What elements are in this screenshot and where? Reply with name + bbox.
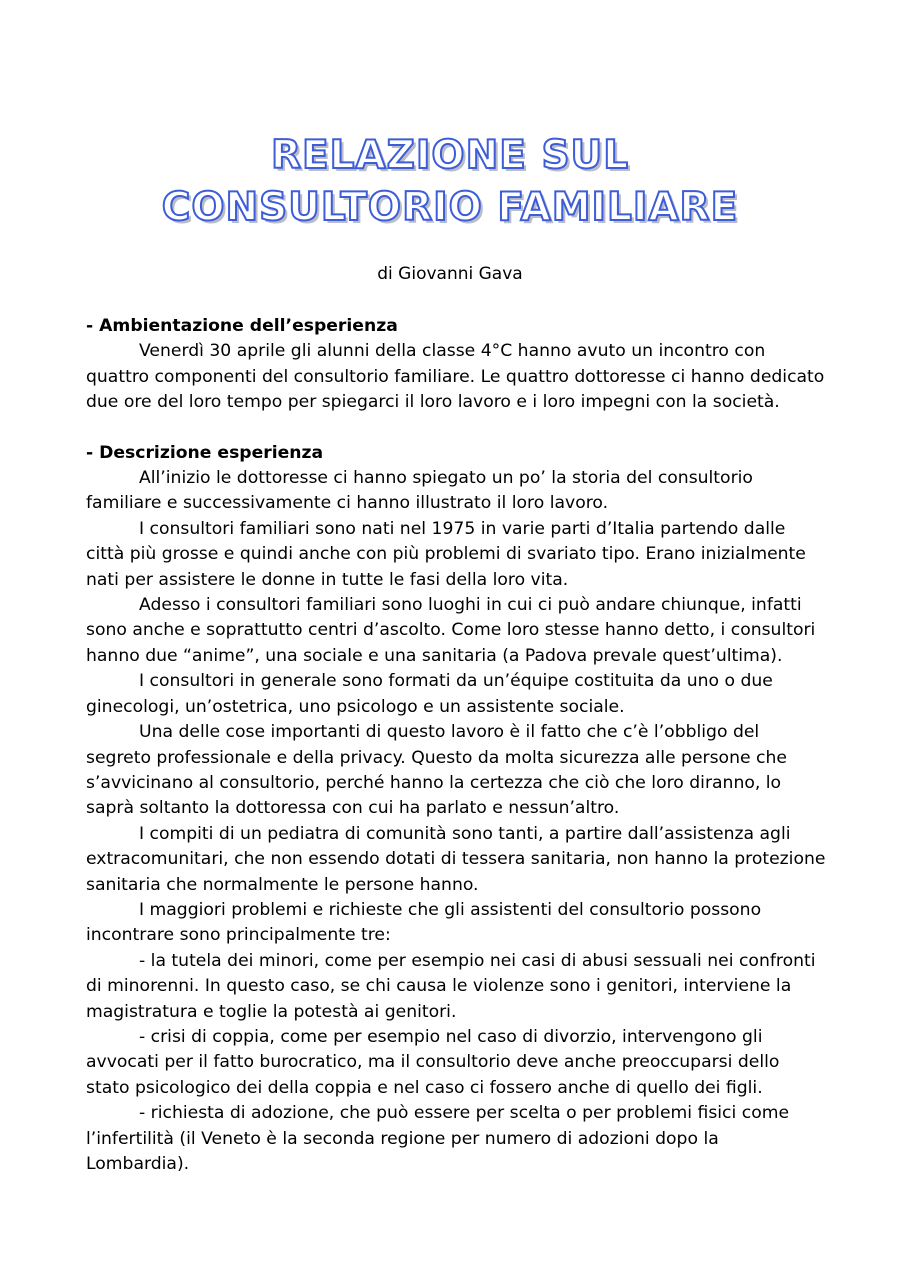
- title-line-1: RELAZIONE SUL: [270, 133, 630, 178]
- section-heading: - Ambientazione dell’esperienza: [86, 316, 398, 336]
- paragraph: I consultori familiari sono nati nel 1975 in varie parti d’Italia partendo dalle città più grosse e quindi anche con più problemi di svariato tipo. Erano inizialmente nati per assistere le donne in tutte le fasi della loro vita.: [86, 518, 806, 590]
- paragraph: I compiti di un pediatra di comunità sono tanti, a partire dall’assistenza agli extracomunitari, che non essendo dotati di tessera sanitaria, non hanno la protezione sanitaria che normalmente le persone hanno.: [86, 823, 826, 895]
- section-ambientazione: [86, 314, 826, 416]
- section-heading: - Descrizione esperienza: [86, 442, 324, 463]
- list-item-paragraph: - richiesta di adozione, che può essere per scelta o per problemi fisici come l’infertilità (il Veneto è la seconda regione per numero di adozioni dopo la Lombardia).: [86, 1103, 790, 1174]
- document-title: [0, 130, 900, 234]
- paragraph: All’inizio le dottoresse ci hanno spiegato un po’ la storia del consultorio familiare e successivamente ci hanno illustrato il loro lavoro.: [86, 468, 753, 514]
- author-line: di Giovanni Gava: [377, 264, 523, 284]
- title-line-2: CONSULTORIO FAMILIARE: [161, 185, 739, 230]
- document-body: [86, 314, 826, 1177]
- paragraph: Una delle cose importanti di questo lavoro è il fatto che c’è l’obbligo del segreto professionale e della privacy. Questo da molta sicurezza alle persone che s’avvicinano al consultorio, perché hanno la certezza che ciò che loro diranno, lo saprà soltanto la dottoressa con cui ha parlato e nessun’altro.: [86, 722, 787, 819]
- paragraph: I consultori in generale sono formati da un’équipe costituita da uno o due ginecologi, un’ostetrica, uno psicologo e un assistente sociale.: [86, 671, 773, 717]
- list-item-paragraph: - crisi di coppia, come per esempio nel caso di divorzio, intervengono gli avvocati per il fatto burocratico, ma il consultorio deve anche preoccuparsi dello stato psicologico dei della coppia e nel caso ci fossero anche di quello dei figli.: [86, 1026, 780, 1098]
- list-item-paragraph: - la tutela dei minori, come per esempio nei casi di abusi sessuali nei confronti di minorenni. In questo caso, se chi causa le violenze sono i genitori, interviene la magistratura e toglie la potestà ai genitori.: [86, 950, 816, 1022]
- section-descrizione: [86, 441, 826, 1178]
- paragraph: Adesso i consultori familiari sono luoghi in cui ci può andare chiunque, infatti sono anche e soprattutto centri d’ascolto. Come loro stesse hanno detto, i consultori hanno due “anime”, una sociale e una sanitaria (a Padova prevale quest’ultima).: [86, 595, 816, 666]
- paragraph: I maggiori problemi e richieste che gli assistenti del consultorio possono incontrare sono principalmente tre:: [86, 899, 762, 946]
- section-spacer: [86, 416, 826, 441]
- paragraph: Venerdì 30 aprile gli alunni della classe 4°C hanno avuto un incontro con quattro componenti del consultorio familiare. Le quattro dottoresse ci hanno dedicato due ore del loro tempo per spiegarci il loro lavoro e i loro impegni con la società.: [86, 341, 825, 413]
